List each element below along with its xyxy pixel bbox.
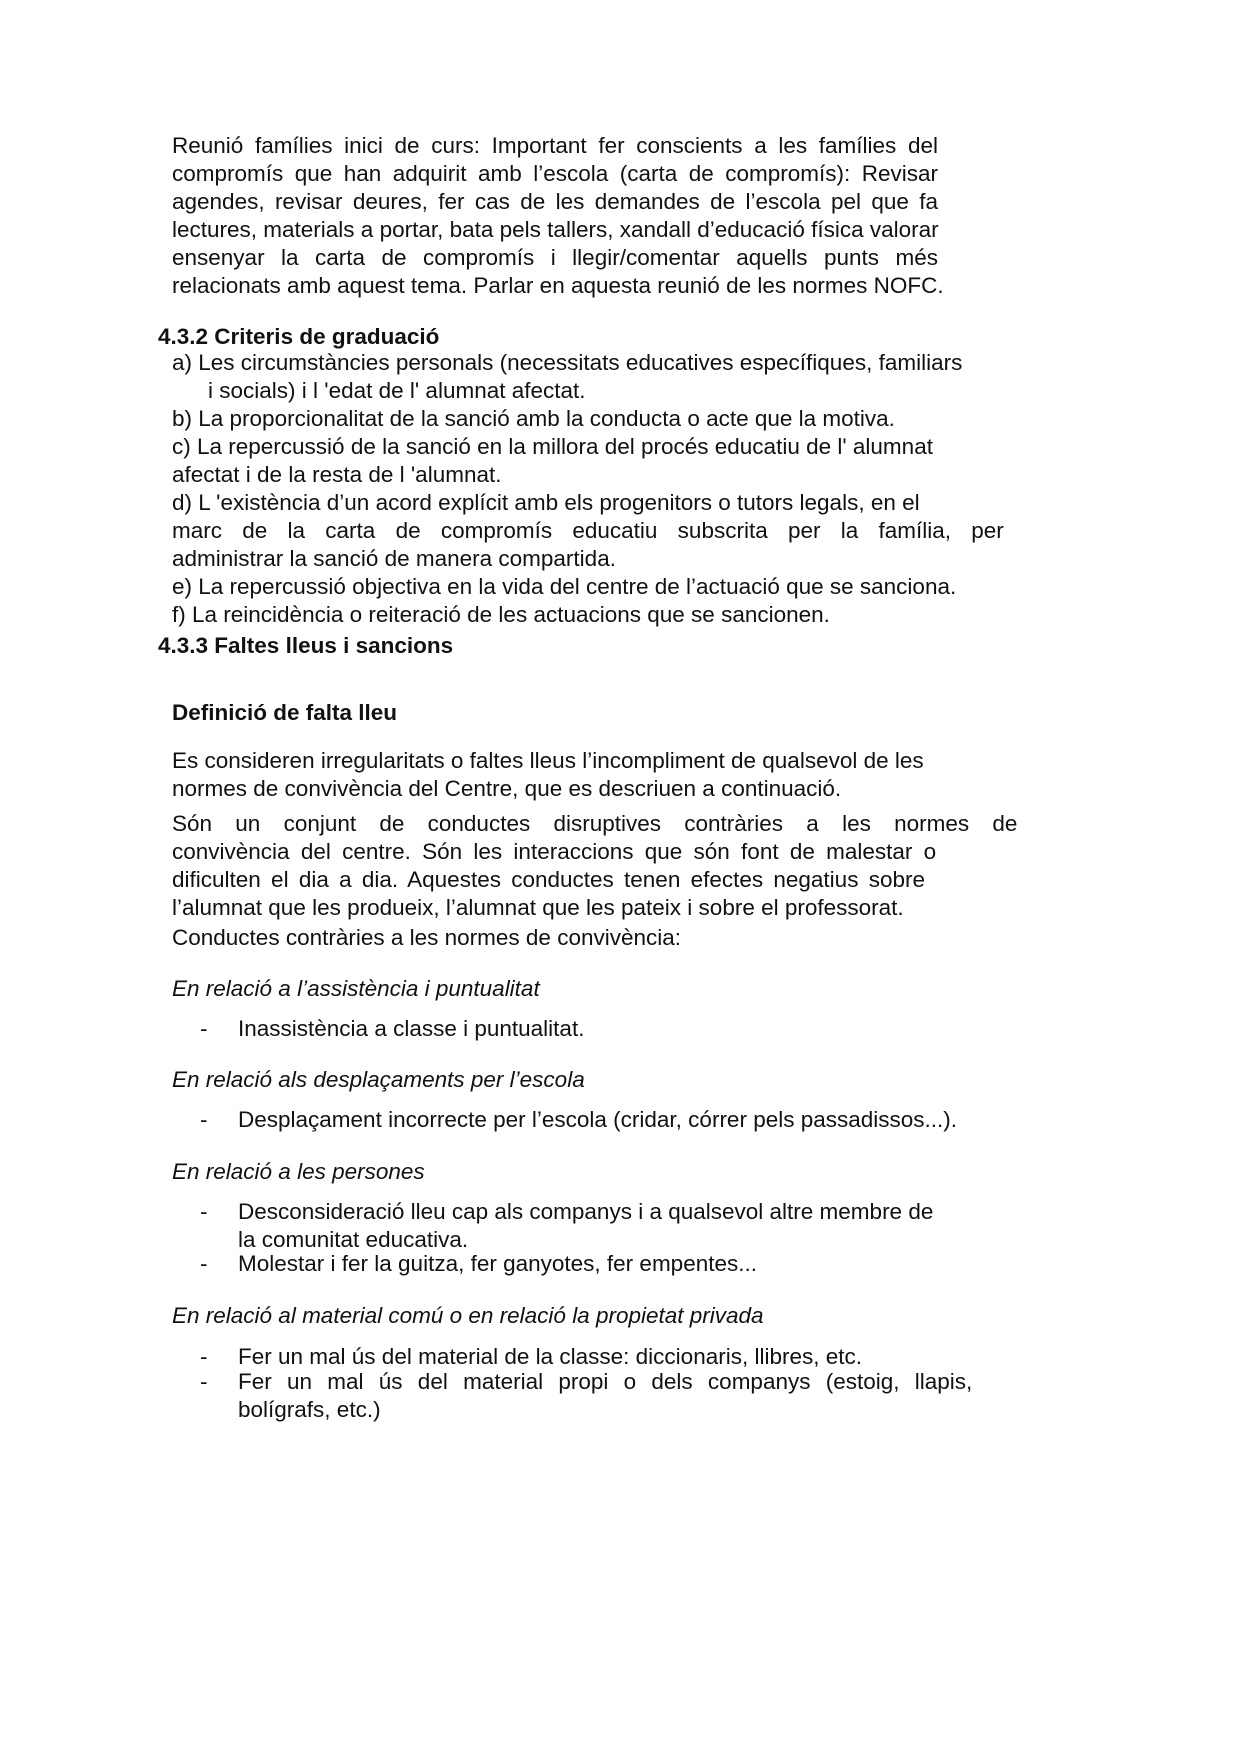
bullet-line: la comunitat educativa. <box>238 1227 469 1252</box>
subheading-definition: Definició de falta lleu <box>172 700 398 725</box>
criteria-item-d: d) L 'existència d’un acord explícit amb els progenitors o tutors legals, en el <box>172 490 920 515</box>
group-title-movement: En relació als desplaçaments per l’escola <box>172 1067 585 1092</box>
bullet-dash-icon: - <box>200 1251 208 1276</box>
bullet-text <box>238 1198 933 1254</box>
criteria-item-d-cont: administrar la sanció de manera compartida. <box>172 546 616 571</box>
criteria-item-a-cont: i socials) i l 'edat de l' alumnat afectat. <box>208 378 586 403</box>
group-title-material: En relació al material comú o en relació la propietat privada <box>172 1303 764 1328</box>
criteria-item-b: b) La proporcionalitat de la sanció amb la conducta o acte que la motiva. <box>172 406 895 431</box>
conduct-intro: Conductes contràries a les normes de convivència: <box>172 925 682 950</box>
bullet-text <box>238 1368 972 1424</box>
criteria-item-f: f) La reincidència o reiteració de les actuacions que se sancionen. <box>172 602 830 627</box>
criteria-list <box>172 349 1004 629</box>
bullet-text: Desplaçament incorrecte per l’escola (cridar, córrer pels passadissos...). <box>238 1107 958 1132</box>
paragraph-line: convivència del centre. Són les interaccions que són font de malestar o <box>172 839 937 864</box>
paragraph-line: normes de convivència del Centre, que es descriuen a continuació. <box>172 776 842 801</box>
group-title-people: En relació a les persones <box>172 1159 425 1184</box>
paragraph-line: l’alumnat que les produeix, l’alumnat que les pateix i sobre el professorat. <box>172 895 904 920</box>
bullet-line: Fer un mal ús del material propi o dels companys (estoig, llapis, <box>238 1369 973 1394</box>
intro-line: agendes, revisar deures, fer cas de les demandes de l’escola pel que fa <box>172 189 938 214</box>
criteria-item-c-cont: afectat i de la resta de l 'alumnat. <box>172 462 502 487</box>
criteria-item-c: c) La repercussió de la sanció en la millora del procés educatiu de l' alumnat <box>172 434 933 459</box>
intro-line: lectures, materials a portar, bata pels tallers, xandall d’educació física valorar <box>172 217 939 242</box>
paragraph-line: dificulten el dia a dia. Aquestes conductes tenen efectes negatius sobre <box>172 867 925 892</box>
intro-line: ensenyar la carta de compromís i llegir/comentar aquells punts més <box>172 245 938 270</box>
intro-line: compromís que han adquirit amb l’escola (carta de compromís): Revisar <box>172 161 938 186</box>
bullet-text: Fer un mal ús del material de la classe: diccionaris, llibres, etc. <box>238 1344 863 1369</box>
criteria-item-d-cont: marc de la carta de compromís educatiu subscrita per la família, per <box>172 518 1004 543</box>
criteria-item-a: a) Les circumstàncies personals (necessitats educatives específiques, familiars <box>172 350 963 375</box>
criteria-item-e: e) La repercussió objectiva en la vida del centre de l’actuació que se sanciona. <box>172 574 957 599</box>
section-heading-433: 4.3.3 Faltes lleus i sancions <box>158 633 454 658</box>
definition-paragraph-1 <box>172 747 938 803</box>
paragraph-line: Es consideren irregularitats o faltes lleus l’incompliment de qualsevol de les <box>172 748 924 773</box>
definition-paragraph-2 <box>172 810 1018 922</box>
intro-line: relacionats amb aquest tema. Parlar en aquesta reunió de les normes NOFC. <box>172 273 944 298</box>
intro-line: Reunió famílies inici de curs: Important fer conscients a les famílies del <box>172 133 938 158</box>
bullet-text: Inassistència a classe i puntualitat. <box>238 1016 585 1041</box>
bullet-dash-icon: - <box>200 1344 208 1369</box>
bullet-dash-icon: - <box>200 1016 208 1041</box>
bullet-dash-icon: - <box>200 1107 208 1132</box>
bullet-line: Desconsideració lleu cap als companys i a qualsevol altre membre de <box>238 1199 934 1224</box>
intro-paragraph <box>172 132 944 300</box>
section-heading-432: 4.3.2 Criteris de graduació <box>158 324 440 349</box>
bullet-dash-icon: - <box>200 1369 208 1394</box>
group-title-attendance: En relació a l’assistència i puntualitat <box>172 976 540 1001</box>
bullet-text: Molestar i fer la guitza, fer ganyotes, fer empentes... <box>238 1251 757 1276</box>
bullet-line: bolígrafs, etc.) <box>238 1397 381 1422</box>
paragraph-line: Són un conjunt de conductes disruptives contràries a les normes de <box>172 811 1018 836</box>
bullet-dash-icon: - <box>200 1199 208 1224</box>
